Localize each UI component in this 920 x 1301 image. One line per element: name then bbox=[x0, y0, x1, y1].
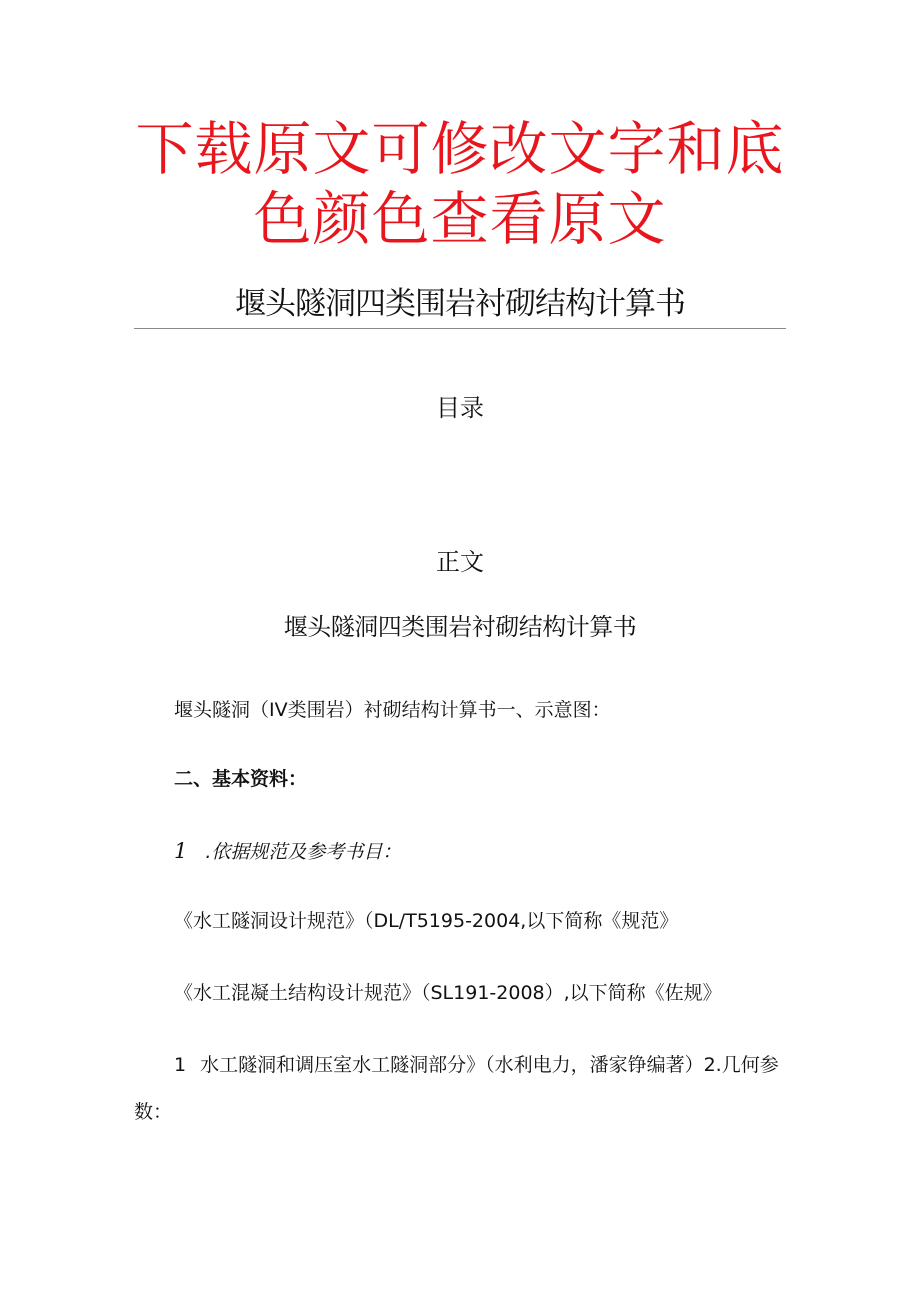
list-text: .依据规范及参考书目： bbox=[205, 841, 402, 863]
list-number: 1 bbox=[174, 1054, 187, 1076]
body-title: 堰头隧洞四类围岩衬砌结构计算书 bbox=[283, 613, 637, 641]
document-title: 堰头隧洞四类围岩衬砌结构计算书 bbox=[235, 286, 685, 322]
paragraph-intro: 堰头隧洞（IV类围岩）衬砌结构计算书一、示意图： bbox=[174, 699, 611, 721]
paragraph-references-heading bbox=[174, 836, 401, 867]
reference-item-1: 《水工隧洞设计规范》（DL/T5195-2004,以下简称《规范》 bbox=[174, 910, 679, 932]
paragraph-continuation: 数： bbox=[134, 1101, 173, 1123]
download-banner-line-1: 下载原文可修改文字和底 bbox=[135, 115, 785, 183]
download-banner-line-2: 色颜色查看原文 bbox=[253, 185, 667, 253]
reference-item-3 bbox=[174, 1050, 779, 1080]
reference-item-2: 《水工混凝土结构设计规范》（SL191-2008）,以下简称《佐规》 bbox=[174, 982, 722, 1004]
body-heading: 正文 bbox=[436, 548, 484, 576]
section-heading-basic-data: 二、基本资料： bbox=[174, 768, 308, 790]
title-divider bbox=[134, 328, 786, 329]
toc-heading: 目录 bbox=[436, 394, 484, 422]
list-text: 水工隧洞和调压室水工隧洞部分》（水利电力，潘家铮编著）2.几何参 bbox=[200, 1054, 779, 1076]
list-number: 1 bbox=[174, 839, 188, 863]
